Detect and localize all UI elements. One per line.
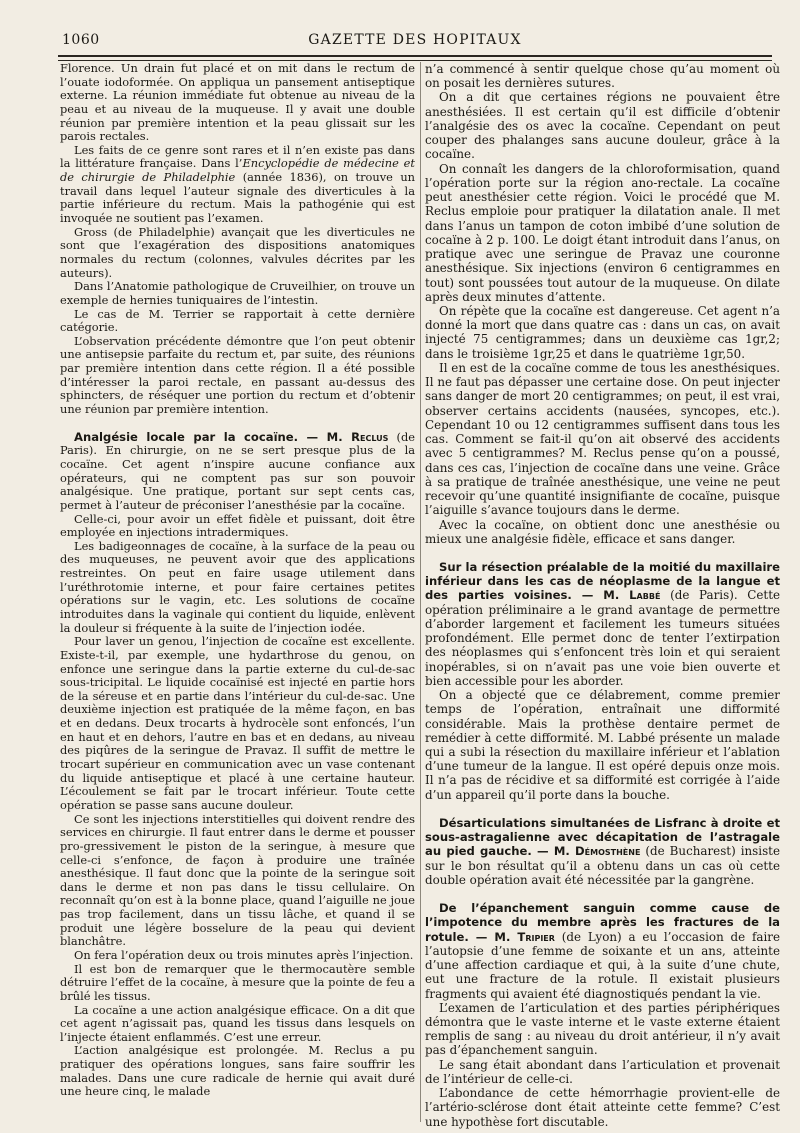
italic-title: Encyclopédie de médecine et de chirurgie de Philadelphie: [60, 156, 415, 185]
text: (de Paris). Cette opération préliminaire a le grand avantage de permettre d’aborder largement et facilement les tumeurs situées profondément. Elle permet donc de tenter l’extirpation des néoplasmes qui s’enfoncent très loin et qui seraient inopérables, si on n’avait pas une voie bien ouverte et bien accessible pour les aborder.: [425, 588, 780, 688]
text: (de Lyon) a eu l’occasion de faire l’autopsie d’une femme de soixante et un ans, atteinte d’une affection cardiaque et qui, à la suite d’une chute, eut une fracture de la rotule. Il existait plusieurs fragments qui avaient été diagnostiqués pendant la vie.: [425, 929, 780, 1001]
paragraph: Gross (de Philadelphie) avançait que les diverticules ne sont que l’exagération des dispositions anatomiques normales du rectum (colonnes, valvules décrites par les auteurs).: [60, 224, 415, 280]
paragraph: L’abondance de cette hémorrhagie provient-elle de l’artério-sclérose dont était atteinte cette femme? C’est une hypothèse fort discutable.: [425, 1086, 780, 1129]
text: Les faits de ce genre sont rares et il n’en existe pas dans la littérature française. Dans l’: [60, 142, 415, 171]
paragraph: Ce sont les injections interstitielles qui doivent rendre des services en chirurgie. Il faut entrer dans le derme et pousser pro-gressivement le piston de la seringue, à mesure que celle-ci s’enfonce, de façon à produire une traînée anesthésique. Il faut donc que la pointe de la seringue soit dans le derme et non pas dans le tissu cellulaire. On reconnaît qu’on est à la bonne place, quand l’aiguille ne joue pas trop facilement, dans un tissu lâche, et quand il se produit une légère bosselure de la peau qui devient blanchâtre.: [60, 811, 415, 949]
paragraph: L’observation précédente démontre que l’on peut obtenir une antisepsie parfaite du rectum et, par suite, des réunions par première intention dans cette région. Il a été possible d’intéresser la paroi rectale, en passant au-dessus des sphincters, de réséquer une portion du rectum et d’obtenir une réunion par première intention.: [60, 333, 415, 417]
paragraph: On fera l’opération deux ou trois minutes après l’injection.: [74, 948, 414, 962]
paragraph: Celle-ci, pour avoir un effet fidèle et puissant, doit être employée en injections intradermiques.: [60, 511, 415, 540]
section-heading: Désarticulations simultanées de Lisfranc à droite et sous-astragalienne avec décapitation de l’astragale au pied gauche. —: [425, 815, 780, 859]
paragraph: n’a commencé à sentir quelque chose qu’au moment où on posait les dernières sutures.: [425, 62, 780, 91]
paragraph: Avec la cocaïne, on obtient donc une anesthésie ou mieux une analgésie fidèle, efficace et sans danger.: [425, 517, 780, 546]
header-rule: [58, 55, 772, 57]
text: (de Bucharest) insiste sur le bon résultat qu’il a obtenu dans un cas où cette double opération avait été nécessitée par la gangrène.: [425, 844, 780, 887]
paragraph: La cocaïne a une action analgésique efficace. On a dit que cet agent n’agissait pas, quand les tissus dans lesquels on l’injecte étaient enflammés. C’est une erreur.: [60, 1002, 415, 1044]
section-heading: Analgésie locale par la cocaïne. —: [74, 429, 327, 444]
section-resection: [425, 560, 780, 688]
section-author: M. Labbé: [603, 588, 661, 603]
paragraph: Il en est de la cocaïne comme de tous les anesthésiques. Il ne faut pas dépasser une certaine dose. On peut injecter sans danger de mort 20 centigrammes; on peut, il est vrai, observer certains accidents (nausées, syncopes, etc.). Cependant 10 ou 12 centigrammes suffisent dans tous les cas. Comment se fait-il qu’on ait observé des accidents avec 5 centigrammes? M. Reclus pense qu’on a poussé, dans ces cas, l’injection de cocaïne dans une veine. Grâce à sa pratique de traînée anesthésique, une veine ne peut recevoir qu’une quantité insignifiante de cocaïne, puisque l’aiguille s’avance toujours dans le derme.: [425, 360, 780, 518]
paragraph: On connaît les dangers de la chloroformisation, quand l’opération porte sur la région ano-rectale. La cocaïne peut anesthésier cette région. Voici le procédé que M. Reclus emploie pour pratiquer la dilatation anale. Il met dans l’anus un tampon de coton imbibé d’une solution de cocaïne à 2 p. 100. Le doigt étant introduit dans l’anus, on pratique avec une seringue de Pravaz une couronne anesthésique. Six injections (environ 6 centigrammes en tout) sont poussées tout autour de la muqueuse. On dilate après deux minutes d’attente.: [425, 161, 780, 304]
section-heading: Sur la résection préalable de la moitié du maxillaire inférieur dans les cas de néoplasme de la langue et des parties voisines. —: [425, 559, 780, 603]
page-number: 1060: [62, 32, 100, 48]
text: (année 1836), on trouve un travail dans lequel l’auteur signale des diverticules à la partie inférieure du rectum. Mais la pathogénie qui est invoquée ne soutient pas l’examen.: [60, 170, 415, 226]
paragraph: Dans l’Anatomie pathologique de Cruveilhier, on trouve un exemple de hernies tuniquaires de l’intestin.: [60, 279, 415, 307]
section-heading: De l’épanchement sanguin comme cause de l’impotence du membre après les fractures de la rotule. —: [425, 901, 780, 944]
paragraph: L’action analgésique est prolongée. M. Reclus a pu pratiquer des opérations longues, sans faire souffrir les malades. Dans une cure radicale de hernie qui avait duré une heure cinq, le malade: [60, 1043, 415, 1099]
paragraph: L’examen de l’articulation et des parties périphériques démontra que le vaste interne et le vaste externe étaient remplis de sang : au niveau du droit antérieur, il n’y avait pas d’épanchement sanguin.: [425, 1000, 780, 1058]
paragraph: Pour laver un genou, l’injection de cocaïne est excellente. Existe-t-il, par exemple, une hydarthrose du genou, on enfonce une seringue dans la partie externe du cul-de-sac sous-tricipital. Le liquide cocaïnisé est injecté en partie hors de la séreuse et en partie dans l’intérieur du cul-de-sac. Une deuxième injection est pratiquée de la même façon, en bas et en dedans. Deux trocarts à hydrocèle sont enfoncés, l’un en haut et en dehors, l’autre en bas et en dedans, au niveau des piqûres de la seringue de Pravaz. Il suffit de mettre le trocart supérieur en communication avec un vase contenant du liquide antiseptique et placé à une certaine hauteur. L’écoulement se fait par le trocart inférieur. Toute cette opération se passe sans aucune douleur.: [60, 634, 415, 812]
header-rule-thin: [58, 60, 772, 61]
section-analgesie: [60, 431, 415, 513]
paragraph: Les badigeonnages de cocaïne, à la surface de la peau ou des muqueuses, ne peuvent avoir que des applications restreintes. On peut en faire usage utilement dans l’uréthrotomie interne, et pour faire certaines petites opérations sur le vagin, etc. Les solutions de cocaïne introduites dans la vaginale qui contient du liquide, enlèvent la douleur si fréquente à la suite de l’injection iodée.: [60, 538, 415, 635]
section-epanchement: [425, 901, 780, 1001]
section-desarticulations: [425, 816, 780, 887]
text: (de Paris). En chirurgie, on ne se sert presque plus de la cocaïne. Cet agent n’inspire aucune confiance aux opérateurs, qui ne comptent pas sur son pouvoir analgésique. Une pratique, portant sur sept cents cas, permet à l’auteur de préconiser l’anesthésie par la cocaïne.: [60, 429, 415, 512]
paragraph: Il est bon de remarquer que le thermocautère semble détruire l’effet de la cocaïne, à mesure que la pointe de feu a brûlé les tissus.: [60, 961, 415, 1003]
section-author: M. Démosthène: [553, 844, 641, 859]
section-author: M. Tripier: [494, 929, 555, 944]
left-column: [60, 62, 415, 1132]
paragraph: Florence. Un drain fut placé et on mit dans le rectum de l’ouate iodoformée. On appliqua un pansement antiseptique externe. La réunion immédiate fut obtenue au niveau de la peau et au niveau de la muqueuse. Il y avait une double réunion par première intention et la peau glissait sur les parois rectales.: [60, 62, 415, 144]
paragraph: [60, 144, 415, 226]
section-author: M. Reclus: [326, 429, 389, 444]
right-column: [425, 62, 780, 1132]
paragraph: On a objecté que ce délabrement, comme premier temps de l’opération, entraînait une difformité considérable. Mais la prothèse dentaire permet de remédier à cette difformité. M. Labbé présente un malade qui a subi la résection du maxillaire inférieur et l’ablation d’une tumeur de la langue. Il est opéré depuis onze mois. Il n’a pas de récidive et sa difformité est corrigée à l’aide d’un appareil qu’il porte dans la bouche.: [425, 688, 780, 802]
paragraph: Le cas de M. Terrier se rapportait à cette dernière catégorie.: [60, 306, 415, 335]
paragraph: On a dit que certaines régions ne pouvaient être anesthésiées. Il est certain qu’il est difficile d’obtenir l’analgésie des os avec la cocaïne. Cependant on peut couper des phalanges sans aucune douleur, grâce à la cocaïne.: [425, 90, 780, 162]
paragraph: On répète que la cocaïne est dangereuse. Cet agent n’a donné la mort que dans quatre cas : dans un cas, on avait injecté 75 centigrammes; dans un deuxième cas 1gr,2; dans le troisième 1gr,25 et dans le quatrième 1gr,50.: [425, 303, 780, 361]
column-divider: [420, 62, 421, 1122]
paragraph: Le sang était abondant dans l’articulation et provenait de l’intérieur de celle-ci.: [425, 1057, 780, 1086]
page-header: [58, 28, 772, 54]
journal-title: GAZETTE DES HOPITAUX: [308, 32, 522, 48]
